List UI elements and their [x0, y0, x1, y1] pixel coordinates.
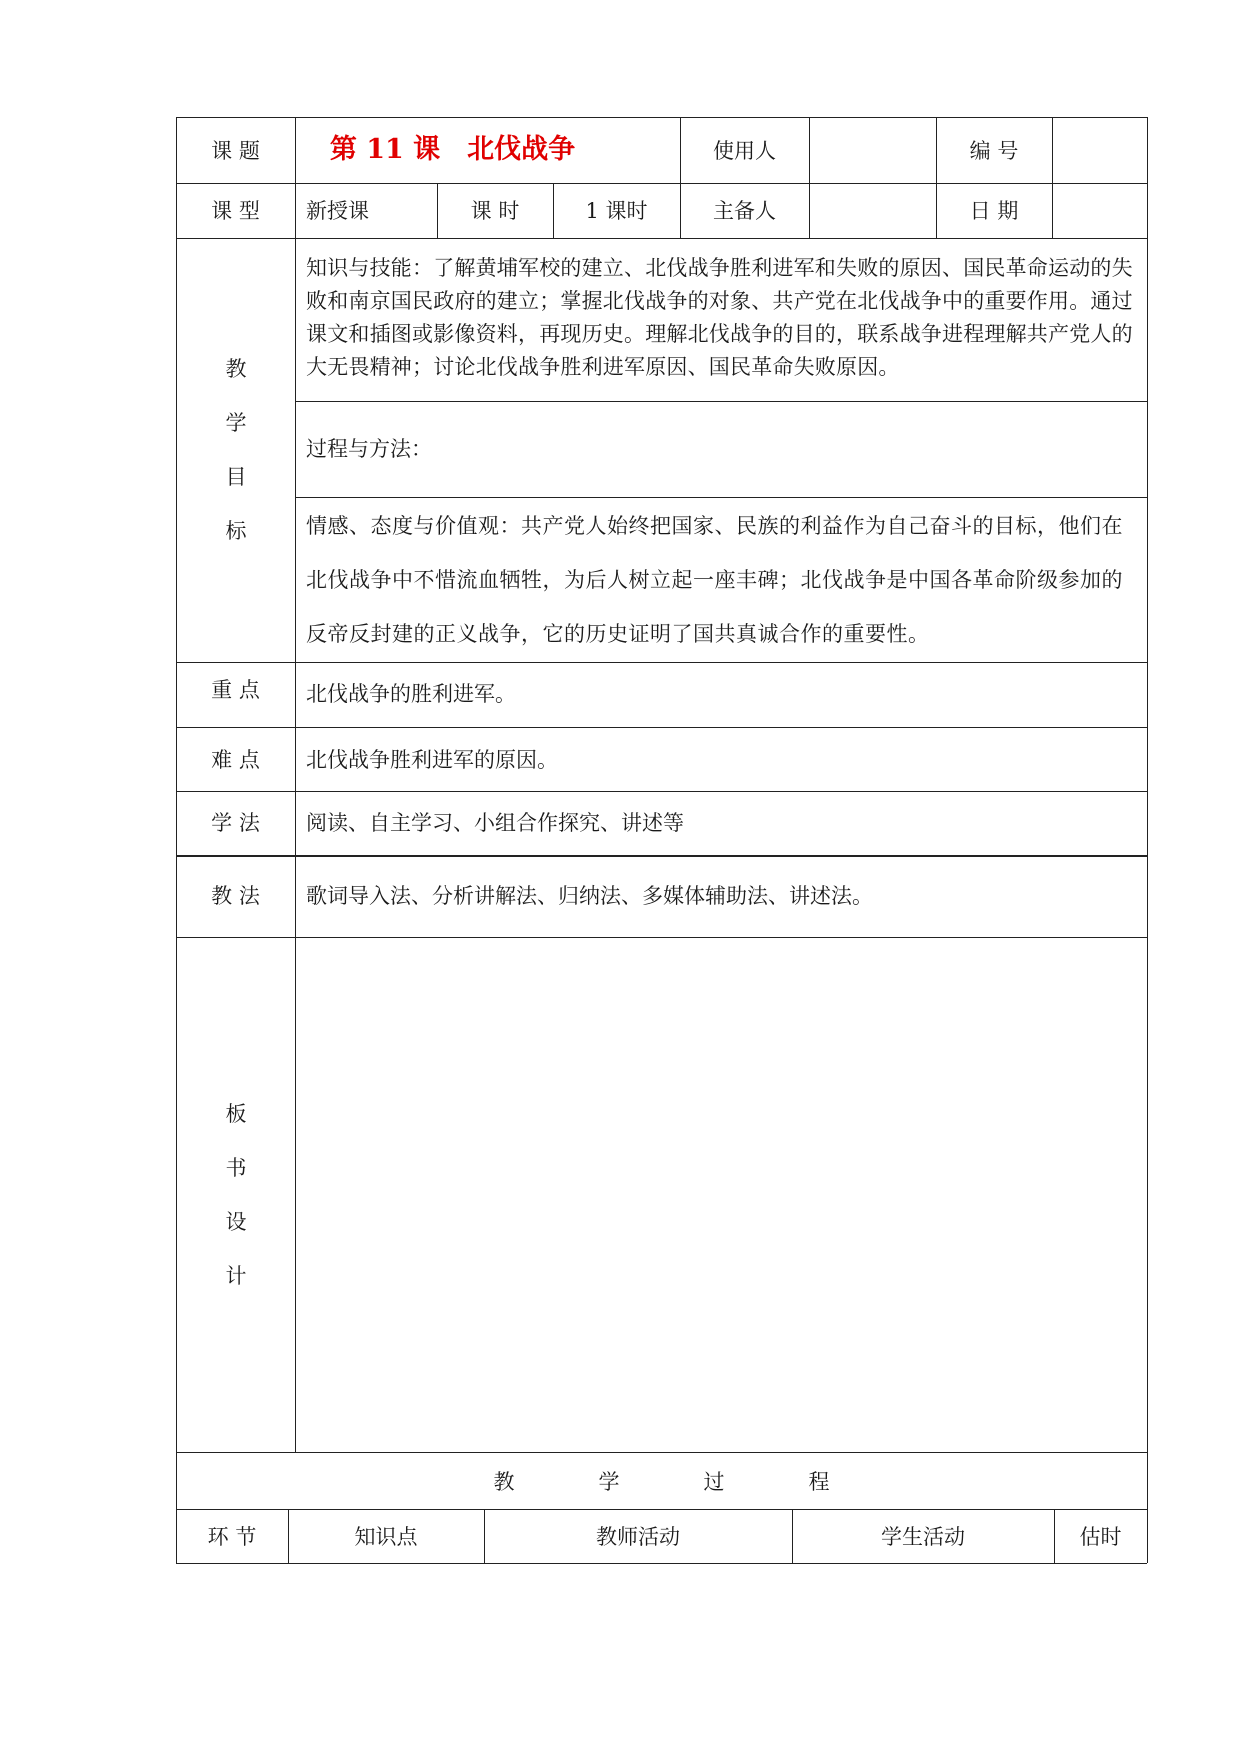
rule	[809, 117, 810, 238]
number-label: 编 号	[969, 139, 1019, 163]
rule	[176, 117, 1147, 118]
teaching-method-label: 教 法	[211, 884, 260, 908]
objective-emotion: 情感、态度与价值观：共产党人始终把国家、民族的利益作为自己奋斗的目标，他们在北伐战争中不惜流血牺牲，为后人树立起一座丰碑；北伐战争是中国各革命阶级参加的反帝反封建的正义战争，它的历史证明了国共真诚合作的重要性。	[306, 514, 1123, 646]
rule	[295, 497, 1147, 498]
type-value: 新授课	[306, 199, 369, 223]
study-method-value: 阅读、自主学习、小组合作探究、讲述等	[306, 811, 684, 835]
process-col-teacher: 教师活动	[596, 1525, 680, 1549]
process-col-knowledge: 知识点	[354, 1525, 418, 1549]
study-method-label: 学 法	[211, 811, 260, 835]
rule	[176, 855, 1147, 857]
rule	[1147, 117, 1148, 1563]
rule	[295, 401, 1147, 402]
date-label: 日 期	[969, 199, 1019, 223]
rule	[176, 183, 1147, 184]
objectives-label: 教学目标	[225, 357, 247, 543]
rule	[176, 727, 1147, 728]
teaching-method-value: 歌词导入法、分析讲解法、归纳法、多媒体辅助法、讲述法。	[306, 884, 873, 908]
process-col-time: 估时	[1079, 1525, 1122, 1549]
rule	[176, 791, 1147, 792]
key-point-label: 重 点	[211, 678, 260, 702]
rule	[176, 117, 177, 1563]
hours-value: 1 课时	[585, 199, 648, 223]
board-design-label: 板书设计	[225, 1102, 247, 1288]
user-label: 使用人	[713, 139, 776, 163]
process-col-stage: 环 节	[207, 1525, 257, 1549]
preparer-label: 主备人	[713, 199, 776, 223]
rule	[176, 1509, 1147, 1510]
process-col-student: 学生活动	[881, 1525, 965, 1549]
type-label: 课 型	[211, 199, 260, 223]
hours-label: 课 时	[470, 199, 520, 223]
rule	[295, 117, 296, 1452]
rule	[176, 1452, 1147, 1453]
difficulty-label: 难 点	[211, 748, 260, 772]
process-title: 教 学 过 程	[493, 1470, 830, 1494]
key-point-value: 北伐战争的胜利进军。	[306, 682, 516, 706]
rule	[176, 1563, 1147, 1564]
objective-process: 过程与方法：	[306, 437, 432, 461]
objective-knowledge: 知识与技能：了解黄埔军校的建立、北伐战争胜利进军和失败的原因、国民革命运动的失败和南京国民政府的建立；掌握北伐战争的对象、共产党在北伐战争中的重要作用。通过课文和插图或影像资料，再现历史。理解北伐战争的目的，联系战争进程理解共产党人的大无畏精神；讨论北伐战争胜利进军原因、国民革命失败原因。	[306, 256, 1133, 379]
lesson-title: 第 11 课 北伐战争	[329, 134, 576, 165]
topic-label: 课 题	[211, 139, 260, 163]
rule	[1052, 117, 1053, 238]
difficulty-value: 北伐战争胜利进军的原因。	[306, 748, 558, 772]
rule	[176, 238, 1147, 239]
rule	[176, 662, 1147, 663]
rule	[176, 937, 1147, 938]
